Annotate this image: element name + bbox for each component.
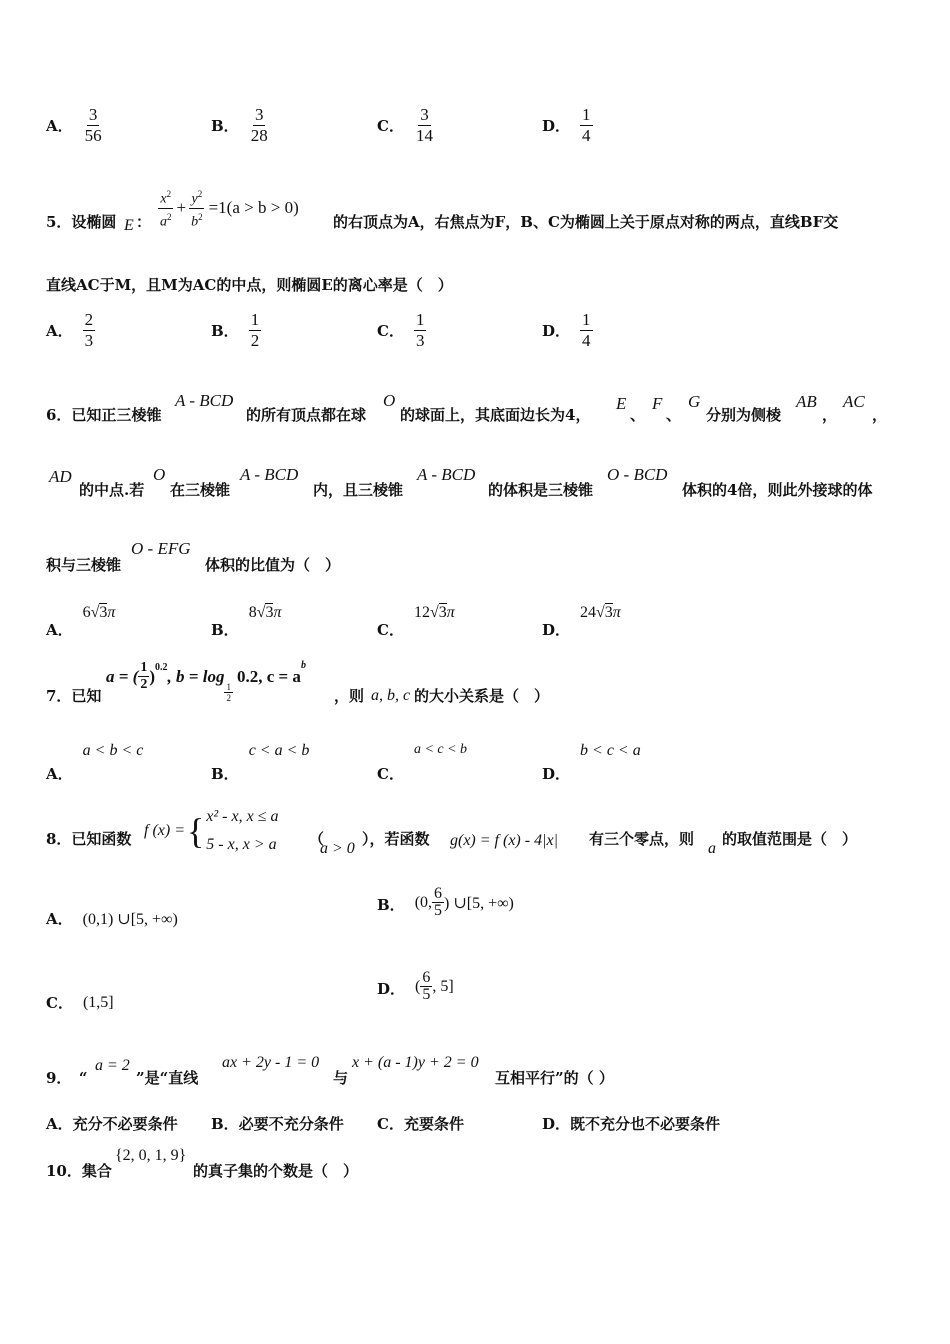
- option-text: 既不充分也不必要条件: [570, 1115, 721, 1133]
- q6-text: 体积的比值为（ ）: [205, 556, 341, 574]
- q6-text: 在三棱锥: [170, 481, 231, 499]
- option-label: B．: [211, 116, 239, 135]
- q7-option-d[interactable]: [542, 740, 641, 786]
- q6-math: O: [153, 465, 166, 484]
- option-text: 充分不必要条件: [72, 1115, 178, 1133]
- q6-text: 的体积是三棱锥: [488, 481, 594, 499]
- option-label: C．: [377, 621, 404, 639]
- q6-math: A - BCD: [175, 391, 234, 410]
- option-expression: b < c < a: [580, 742, 641, 759]
- q8-option-d[interactable]: [377, 970, 454, 1003]
- q6-math: A - BCD: [417, 465, 476, 484]
- q6-option-d[interactable]: [542, 596, 621, 642]
- q6-text: 、: [630, 406, 646, 424]
- q6-math: O - BCD: [607, 465, 668, 484]
- q9-line1: ax + 2y - 1 = 0: [222, 1054, 320, 1071]
- option-label: B．: [211, 321, 239, 340]
- q8-cond: a > 0: [320, 840, 355, 857]
- option-expression: (0, $\frac{6}{5}$ ) ∪[5, +∞): [414, 885, 514, 919]
- option-expression: 24√3π: [580, 604, 621, 621]
- option-label: C．: [46, 994, 73, 1012]
- q9-cond: a = 2: [95, 1057, 130, 1074]
- option-label: D．: [542, 321, 571, 340]
- option-label: D．: [542, 1115, 571, 1133]
- q7-suffix: 的大小关系是（ ）: [414, 687, 550, 705]
- q6-text: 的球面上，其底面边长为4，: [400, 406, 591, 424]
- q8-option-b[interactable]: [377, 886, 514, 919]
- q5-option-d[interactable]: [542, 307, 593, 353]
- q8-piecewise: f (x) = { x² - x, x ≤ a 5 - x, x > a: [144, 808, 279, 853]
- option-fraction: $\frac{3}{14}$: [415, 104, 433, 145]
- q7-option-c[interactable]: [377, 740, 467, 786]
- q5-option-a[interactable]: [46, 307, 95, 353]
- q5-option-b[interactable]: [211, 307, 261, 353]
- q8-paren-close: ），若函数: [362, 830, 430, 848]
- q6-math: G: [688, 392, 701, 411]
- option-label: A．: [46, 1115, 73, 1133]
- option-expression: ( $\frac{6}{5}$ , 5]: [415, 969, 454, 1003]
- q5-prefix: 5．设椭圆: [46, 213, 117, 231]
- option-label: B．: [211, 765, 239, 783]
- q9-option-d[interactable]: [542, 1113, 720, 1134]
- option-fraction: $\frac{1}{4}$: [582, 309, 591, 350]
- option-label: C．: [377, 116, 404, 135]
- option-fraction: $\frac{2}{3}$: [84, 309, 94, 350]
- q6-math: E: [616, 394, 627, 413]
- q8-mid: 有三个零点，则: [589, 830, 695, 848]
- q8-var: a: [708, 840, 716, 857]
- q6-text: 6．已知正三棱锥: [46, 406, 162, 424]
- q8-paren: （: [309, 830, 325, 848]
- q6-option-a[interactable]: [46, 596, 115, 642]
- q6-math: AB: [796, 392, 817, 411]
- q6-text: 体积的4倍，则此外接球的体: [682, 481, 873, 499]
- q6-math: AD: [49, 467, 72, 486]
- q4-option-a[interactable]: [46, 102, 104, 148]
- q5-colon: ：: [136, 213, 152, 231]
- q8-prefix: 8．已知函数: [46, 830, 132, 848]
- option-label: D．: [377, 980, 406, 998]
- option-expression: 8√3π: [248, 604, 282, 621]
- q8-option-a[interactable]: [46, 908, 178, 929]
- q6-text: 分别为侧棱: [706, 406, 782, 424]
- q7-option-b[interactable]: [211, 740, 309, 786]
- q4-option-d[interactable]: [542, 102, 593, 148]
- q10-set: {2, 0, 1, 9}: [115, 1147, 187, 1164]
- option-expression: (1,5]: [82, 993, 114, 1011]
- option-label: C．: [377, 1115, 404, 1133]
- q5-options: [0, 307, 950, 353]
- option-label: B．: [211, 1115, 239, 1133]
- q6-text: 内，且三棱锥: [313, 481, 404, 499]
- option-label: A．: [46, 621, 73, 639]
- option-text: 充要条件: [403, 1115, 464, 1133]
- option-expression: a < b < c: [82, 742, 144, 759]
- q7-vars: a, b, c: [371, 687, 411, 704]
- q7-prefix: 7．已知: [46, 687, 102, 705]
- q6-text: 的所有顶点都在球: [246, 406, 367, 424]
- option-label: A．: [46, 321, 73, 340]
- q9-suffix: 互相平行”的（ ）: [495, 1069, 614, 1087]
- option-fraction: $\frac{1}{4}$: [582, 104, 591, 145]
- q5-ellipse-equation: $\frac{x^2}{a^2}$ + $\frac{y^2}{b^2}$ =1(a > b > 0): [158, 186, 299, 230]
- option-label: B．: [377, 896, 405, 914]
- q5-eq-rhs: =1(a > b > 0): [208, 198, 299, 218]
- option-label: D．: [542, 765, 571, 783]
- q6-text: ，: [822, 406, 838, 424]
- option-label: D．: [542, 116, 571, 135]
- option-fraction: $\frac{1}{3}$: [415, 309, 425, 350]
- q6-options: [0, 596, 950, 642]
- option-expression: a < c < b: [413, 742, 468, 757]
- q6-math: O - EFG: [131, 539, 191, 558]
- option-fraction: $\frac{1}{2}$: [250, 309, 260, 350]
- q10-suffix: 的真子集的个数是（ ）: [193, 1162, 359, 1180]
- q5-line1-suffix: 的右顶点为A，右焦点为F，B、C为椭圆上关于原点对称的两点，直线BF交: [333, 213, 839, 231]
- q7-definition: a = ( $\frac{1}{2}$ ) $^{0.2}$ , b = log $\frac{1}{2}$ 0.2, c = a $^b$: [106, 660, 306, 703]
- q6-math: AC: [843, 392, 865, 411]
- option-expression: 6√3π: [82, 604, 116, 621]
- option-label: B．: [211, 621, 239, 639]
- q8-suffix: 的取值范围是（ ）: [722, 830, 858, 848]
- q7-mid: ，则: [334, 687, 365, 705]
- q7-option-a[interactable]: [46, 740, 143, 786]
- option-text: 必要不充分条件: [238, 1115, 344, 1133]
- option-fraction: $\frac{3}{28}$: [250, 104, 268, 145]
- q8-g-def: g(x) = f (x) - 4|x|: [450, 832, 558, 849]
- q4-options: [0, 102, 950, 148]
- option-expression: c < a < b: [248, 742, 310, 759]
- q8-option-c[interactable]: [46, 992, 114, 1013]
- q5-ellipse-name: E: [124, 217, 134, 234]
- q9-line2: x + (a - 1)y + 2 = 0: [352, 1054, 479, 1071]
- option-expression: (0,1) ∪[5, +∞): [82, 910, 178, 928]
- q10-prefix: 10．集合: [46, 1162, 112, 1180]
- q6-text: 的中点.若: [79, 481, 145, 499]
- q7-options: [0, 740, 950, 786]
- q9-option-b[interactable]: [211, 1113, 344, 1134]
- option-expression: 12√3π: [413, 604, 455, 621]
- option-label: A．: [46, 910, 73, 928]
- q6-math: O: [383, 391, 396, 410]
- q4-option-c[interactable]: [377, 102, 435, 148]
- option-label: D．: [542, 621, 571, 639]
- q9-mid1: ”是“直线: [136, 1069, 199, 1087]
- q6-option-b[interactable]: [211, 596, 281, 642]
- q9-prefix: 9． “: [46, 1069, 88, 1087]
- q6-math: F: [652, 394, 663, 413]
- option-label: C．: [377, 321, 404, 340]
- q6-text: 积与三棱锥: [46, 556, 122, 574]
- q4-option-b[interactable]: [211, 102, 270, 148]
- q6-text: 、: [666, 406, 682, 424]
- option-label: A．: [46, 765, 73, 783]
- q9-mid2: 与: [333, 1069, 349, 1087]
- q5-option-c[interactable]: [377, 307, 426, 353]
- option-fraction: $\frac{3}{56}$: [84, 104, 102, 145]
- q9-option-c[interactable]: [377, 1113, 464, 1134]
- option-label: C．: [377, 765, 404, 783]
- q6-math: A - BCD: [240, 465, 299, 484]
- q6-option-c[interactable]: [377, 596, 455, 642]
- q9-option-a[interactable]: [46, 1113, 178, 1134]
- q5-line2: 直线AC于M，且M为AC的中点，则椭圆E的离心率是（ ）: [46, 276, 453, 294]
- q6-text: ，: [872, 406, 888, 424]
- option-label: A．: [46, 116, 73, 135]
